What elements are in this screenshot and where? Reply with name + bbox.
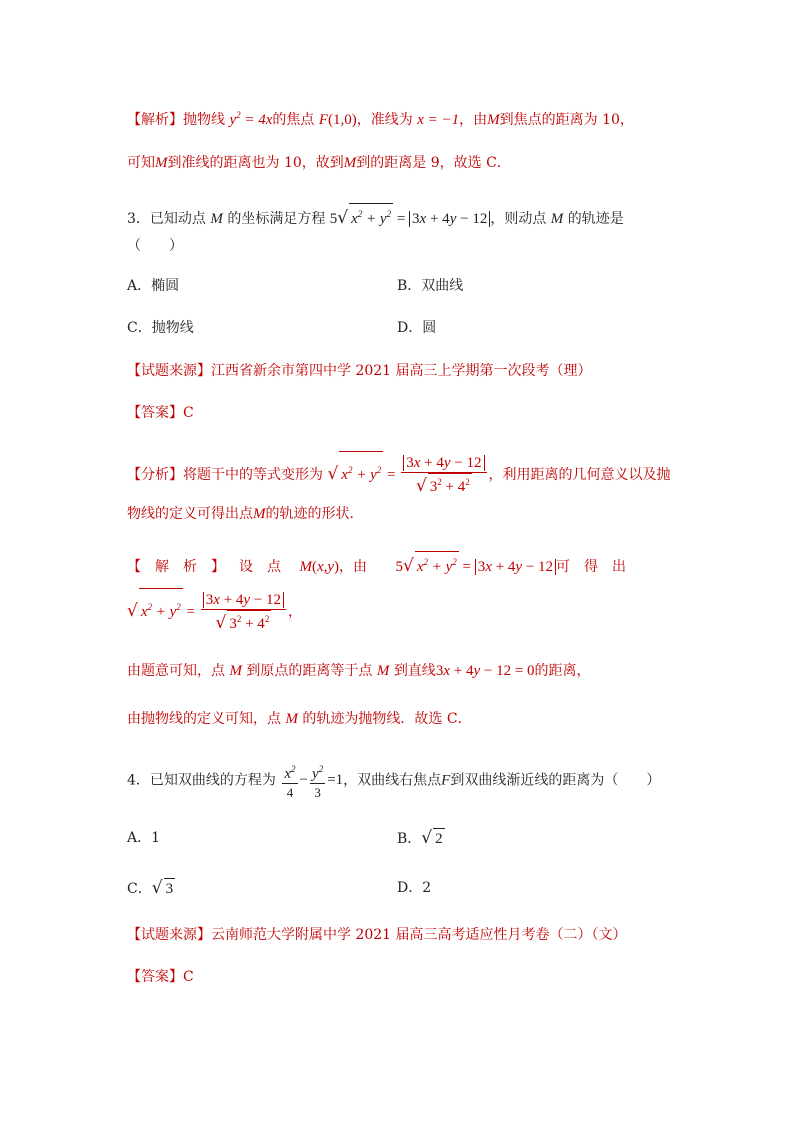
option-c: C．抛物线 <box>127 320 194 336</box>
equation: √ $x^2 + y^2$ = $\frac{3x + 4y - 12}{√ 3^2 + 4^2}$ <box>127 604 288 620</box>
question-4-source: 【试题来源】云南师范大学附属中学 2021 届高三高考适应性月考卷（二）（文） <box>127 927 627 943</box>
solution-line-2: 可知M到准线的距离也为 10，故到M到的距离是 9，故选 C． <box>127 155 511 171</box>
equation: √ $x^2 + y^2$ = $\frac{3x + 4y - 12}{√ 3^2 + 4^2}$ <box>327 467 488 483</box>
formula: F <box>318 112 329 128</box>
question-3-solution-eq: √ $x^2 + y^2$ = $\frac{3x + 4y - 12}{√ 3^2 + 4^2}$ ， <box>127 588 302 633</box>
solution-line-1: 【解析】抛物线 $y^2 = 4x$的焦点 F(1,0)，准线为 x = −1，由M到焦点的距离为 10， <box>127 110 634 128</box>
option-a: A．1 <box>127 830 161 846</box>
question-3-paren: （ ） <box>127 238 183 254</box>
equation: 5√ $x^2 + y^2 = 3x + 4y - 12$ <box>330 211 491 227</box>
option-b: B．双曲线 <box>397 278 464 294</box>
question-4-answer: 【答案】C <box>127 969 194 985</box>
option-c: C．√ 3 <box>127 878 174 898</box>
question-3-analysis: 【分析】将题干中的等式变形为 √ $x^2 + y^2$ = $\frac{3x + 4y - 12}{√ 3^2 + 4^2}$ ，利用距离的几何意义以及抛 <box>127 451 671 496</box>
formula: $y^2 = 4x$ <box>229 110 273 128</box>
question-3-stem: 3．已知动点 M 的坐标满足方程 5√ $x^2 + y^2 = 3x + 4y - 12$ ，则动点 M 的轨迹是 <box>127 203 624 229</box>
option-d: D．2 <box>397 880 432 896</box>
analysis-tag: 【解析】 <box>127 112 183 128</box>
question-3-analysis-2: 物线的定义可得出点M的轨迹的形状． <box>127 506 364 522</box>
question-3-solution-3: 由题意可知，点 M 到原点的距离等于点 M 到直线3x + 4y − 12 = 0的距离， <box>127 663 591 679</box>
formula: x = −1 <box>417 112 460 128</box>
question-3-solution-4: 由抛物线的定义可知，点 M 的轨迹为抛物线．故选 C． <box>127 711 472 727</box>
question-4-stem: 4．已知双曲线的方程为 $\frac{x^2}{4}$ − $\frac{y^2}{3}$ =1，双曲线右焦点F到双曲线渐近线的距离为（ ） <box>127 761 660 801</box>
equation: $\frac{x^2}{4}$ − $\frac{y^2}{3}$ =1 <box>280 772 343 788</box>
option-b: B．√ 2 <box>397 828 443 848</box>
option-a: A．椭圆 <box>127 278 180 294</box>
question-3-solution: 【解析】设点 M(x,y)，由 5√ $x^2 + y^2 = 3x + 4y - 12$ 可得出 <box>127 551 640 577</box>
question-3-answer: 【答案】C <box>127 405 194 421</box>
question-3-source: 【试题来源】江西省新余市第四中学 2021 届高三上学期第一次段考（理） <box>127 363 592 379</box>
equation: 5√ $x^2 + y^2 = 3x + 4y - 12$ <box>396 559 557 575</box>
option-d: D．圆 <box>397 320 437 336</box>
